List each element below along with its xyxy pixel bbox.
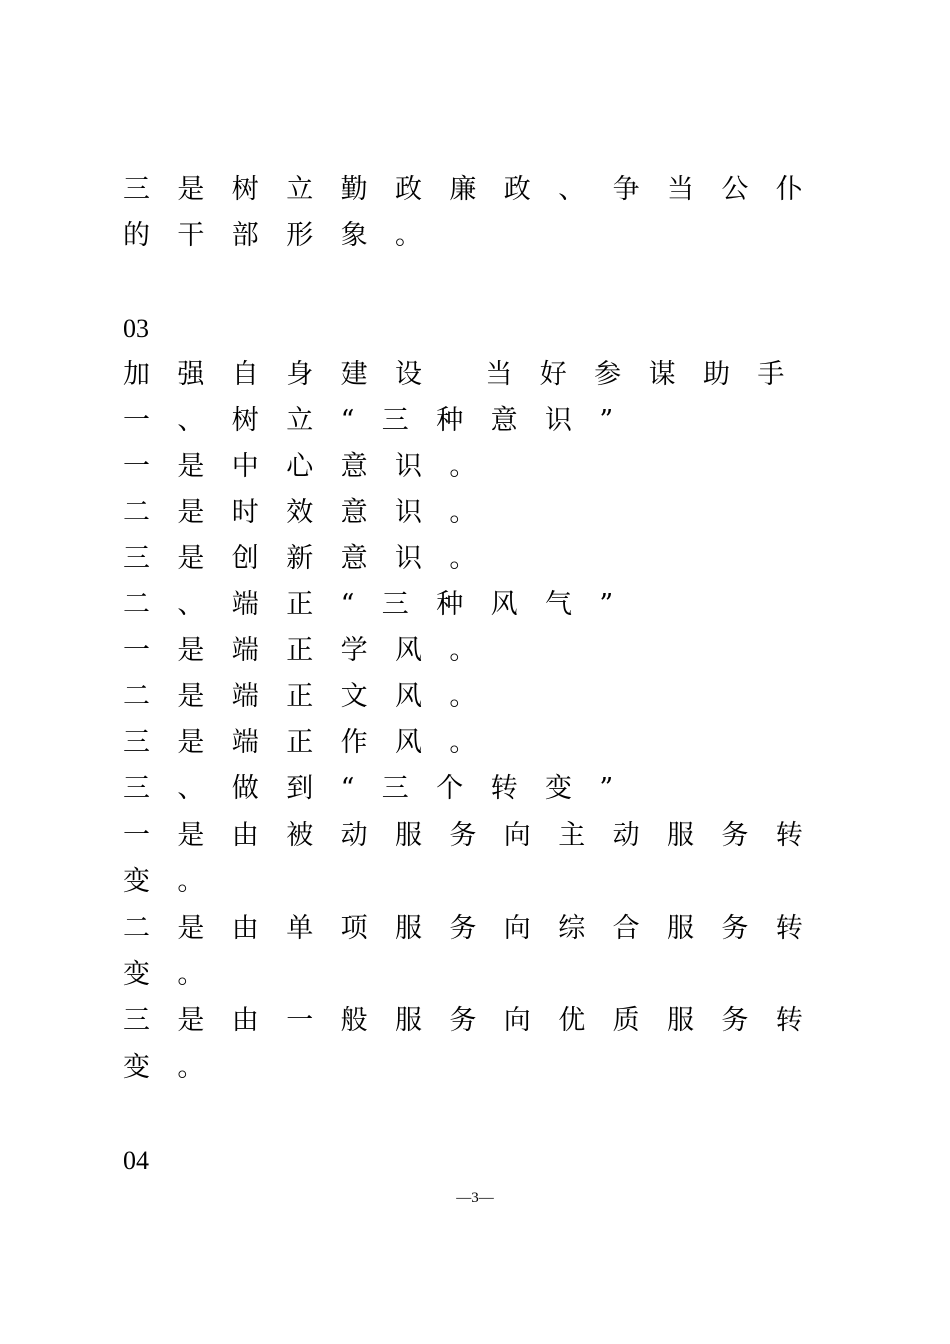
text-line: 变。 (123, 959, 232, 990)
subheading: 一、树立“三种意识” (123, 405, 641, 436)
text-line: 一是由被动服务向主动服务转 (123, 820, 831, 851)
section-number: 04 (123, 1146, 149, 1175)
text-line: 变。 (123, 1052, 232, 1083)
text-line: 二是由单项服务向综合服务转 (123, 913, 831, 944)
text-line: 三是端正作风。 (123, 727, 504, 758)
text-line: 三是创新意识。 (123, 543, 504, 574)
text-line: 三是树立勤政廉政、争当公仆 (123, 174, 831, 205)
subheading: 三、做到“三个转变” (123, 773, 641, 804)
text-line: 的干部形象。 (123, 220, 450, 251)
text-line: 变。 (123, 866, 232, 897)
page-number: —3— (456, 1190, 494, 1206)
section-heading: 加强自身建设 当好参谋助手 (123, 359, 812, 390)
text-line: 二是端正文风。 (123, 681, 504, 712)
text-line: 三是由一般服务向优质服务转 (123, 1005, 831, 1036)
text-line: 二是时效意识。 (123, 497, 504, 528)
text-line: 一是端正学风。 (123, 635, 504, 666)
subheading: 二、端正“三种风气” (123, 589, 641, 620)
text-line: 一是中心意识。 (123, 451, 504, 482)
section-number: 03 (123, 314, 149, 343)
